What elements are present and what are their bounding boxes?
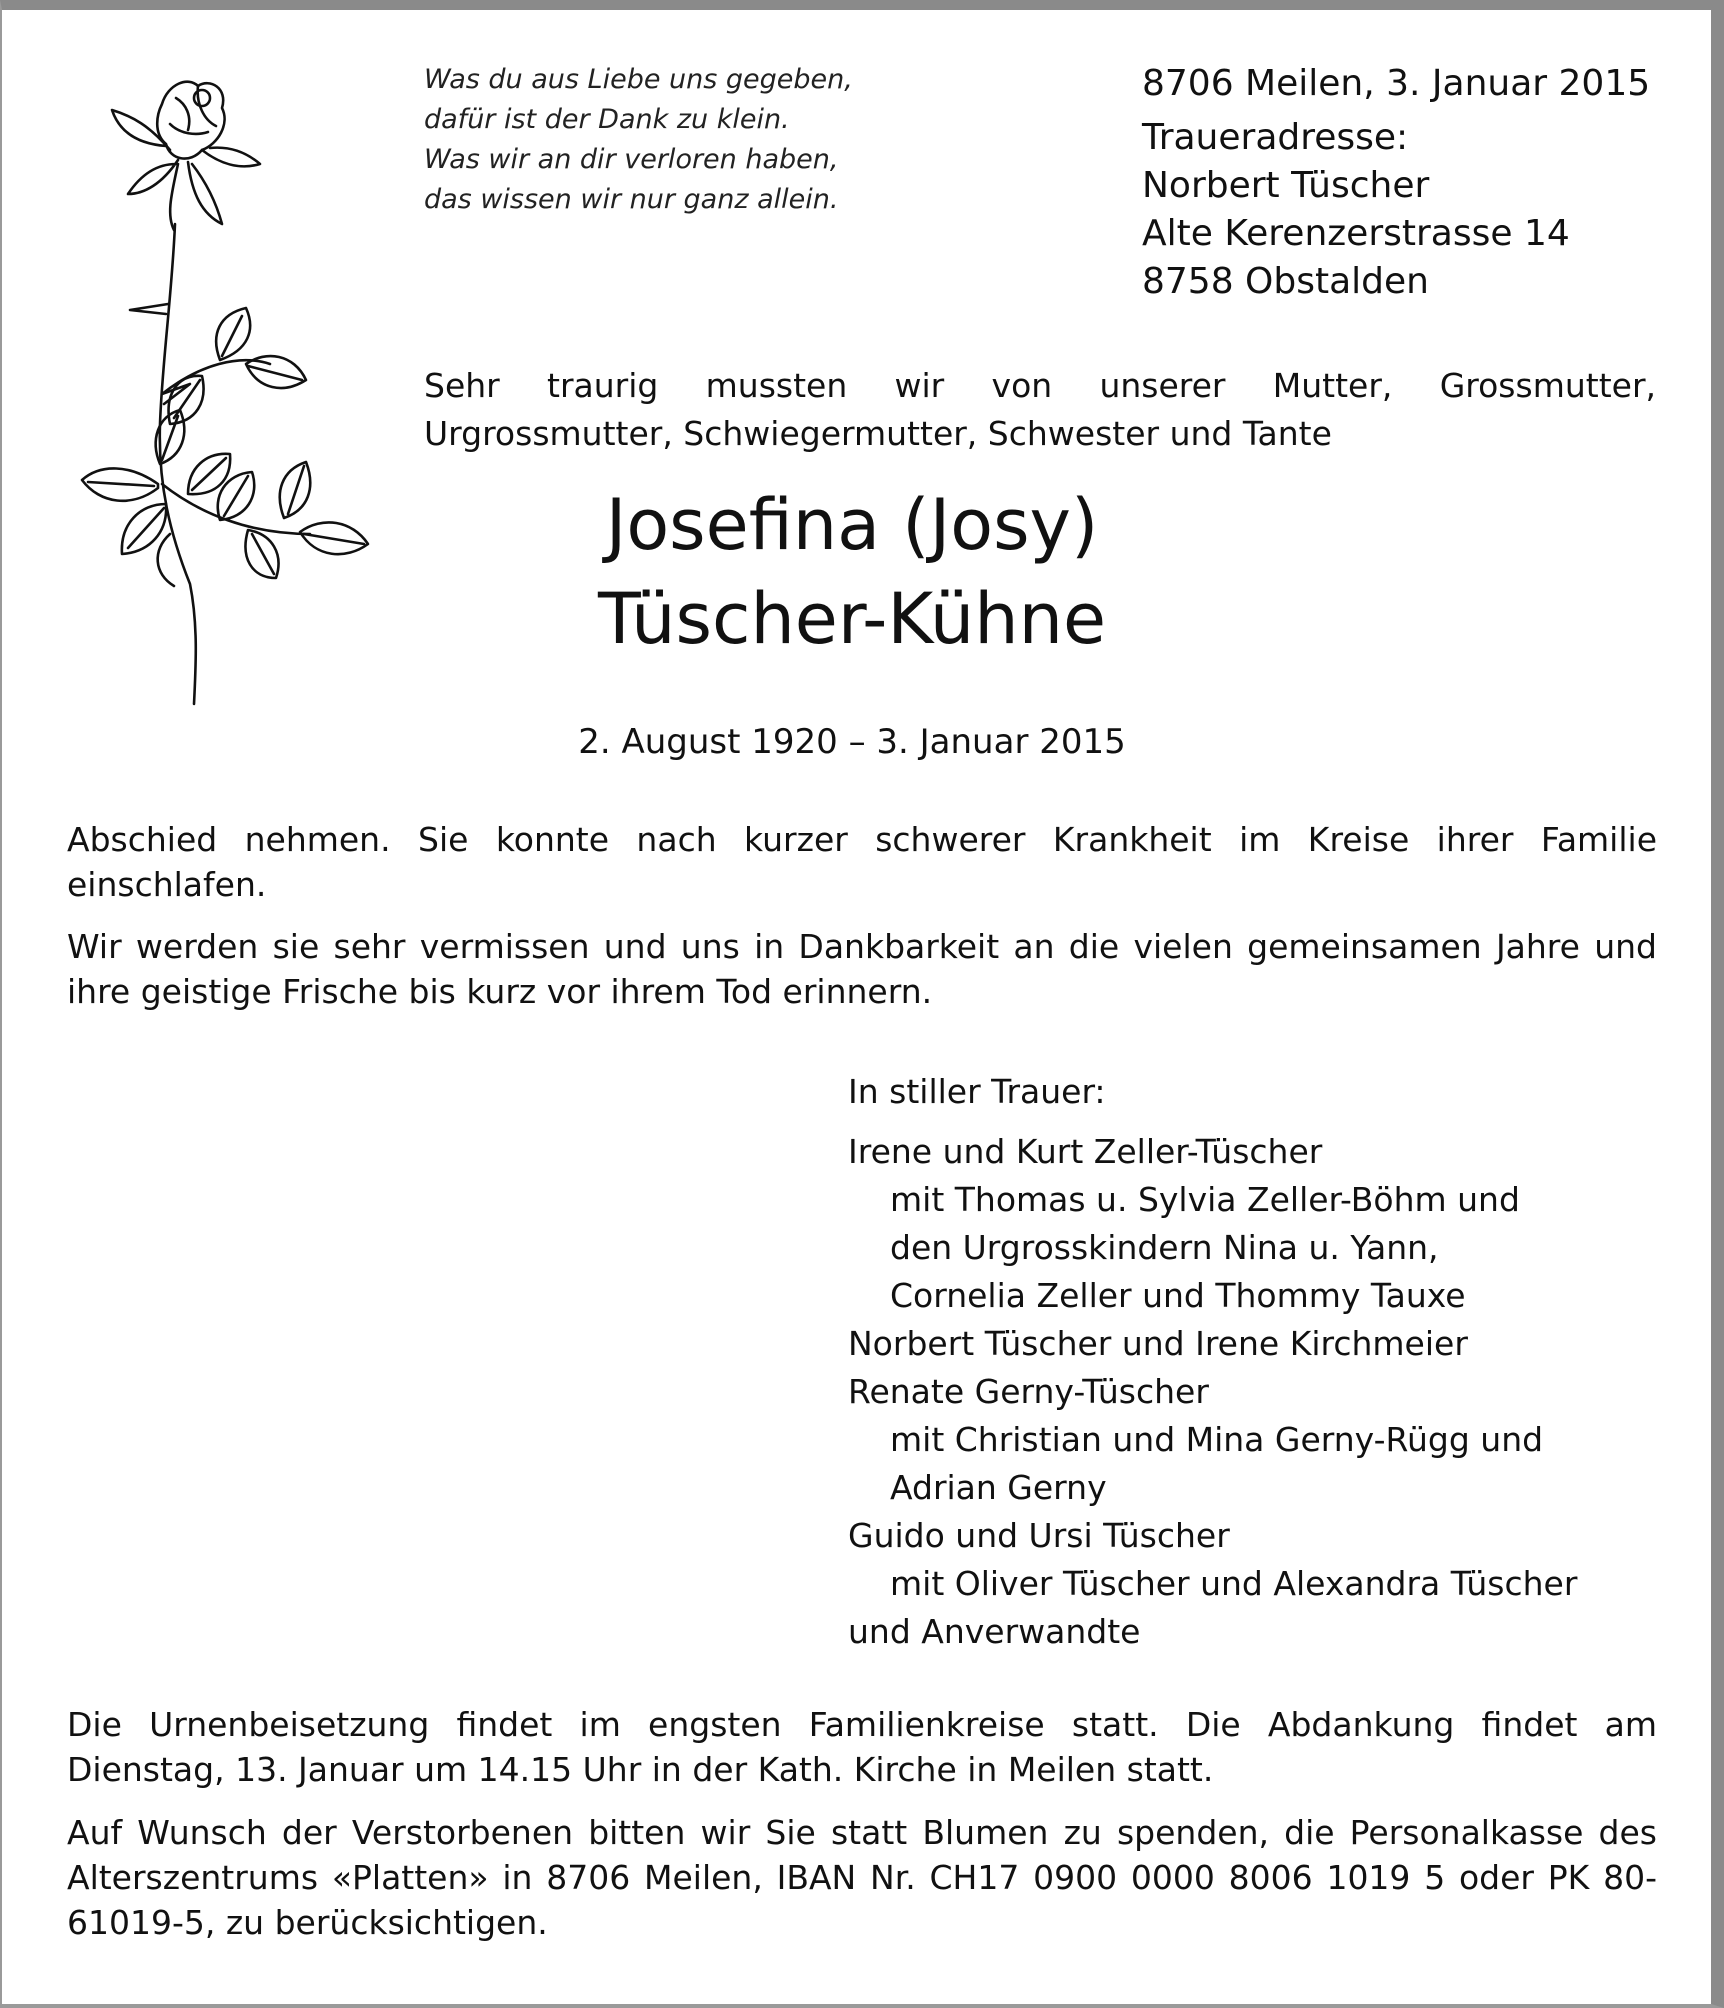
life-dates: 2. August 1920 – 3. Januar 2015 <box>578 722 1126 762</box>
poem-line: Was du aus Liebe uns gegeben, <box>424 64 853 95</box>
funeral-paragraph: Die Urnenbeisetzung findet im engsten Familienkreise statt. Die Abdankung findet am Dienstag, 13. Januar um 14.15 Uhr in der Kath. Kirche in Meilen statt. <box>67 1705 1657 1789</box>
mourner-line: Adrian Gerny <box>890 1468 1107 1507</box>
address-block <box>1142 60 1662 306</box>
mourners-list <box>848 1068 1668 1656</box>
mourner-line: mit Thomas u. Sylvia Zeller-Böhm und <box>890 1180 1520 1219</box>
mourner-line: Norbert Tüscher und Irene Kirchmeier <box>848 1324 1468 1363</box>
poem-line: das wissen wir nur ganz allein. <box>424 184 839 215</box>
mourner-line: den Urgrosskindern Nina u. Yann, <box>890 1228 1439 1267</box>
poem <box>424 60 904 220</box>
memory-paragraph: Wir werden sie sehr vermissen und uns in Dankbarkeit an die vielen gemeinsamen Jahre und ihre geistige Frische bis kurz vor ihrem Tod erinnern. <box>67 927 1657 1011</box>
place-date: 8706 Meilen, 3. Januar 2015 <box>1142 63 1651 104</box>
poem-line: dafür ist der Dank zu klein. <box>424 104 790 135</box>
deceased-first-name: Josefina (Josy) <box>605 484 1099 566</box>
farewell-paragraph: Abschied nehmen. Sie konnte nach kurzer schwerer Krankheit im Kreise ihrer Familie einschlafen. <box>67 820 1657 904</box>
mourner-line: Cornelia Zeller und Thommy Tauxe <box>890 1276 1466 1315</box>
mourner-line: mit Oliver Tüscher und Alexandra Tüscher <box>890 1564 1578 1603</box>
address-city: 8758 Obstalden <box>1142 261 1429 302</box>
rose-icon <box>70 64 390 714</box>
deceased-name <box>424 478 1280 666</box>
mourner-line: Guido und Ursi Tüscher <box>848 1516 1230 1555</box>
mourner-line: Irene und Kurt Zeller-Tüscher <box>848 1132 1323 1171</box>
deceased-last-name: Tüscher-Kühne <box>597 578 1107 660</box>
mourners-heading: In stiller Trauer: <box>848 1072 1106 1111</box>
poem-line: Was wir an dir verloren haben, <box>424 144 839 175</box>
address-name: Norbert Tüscher <box>1142 165 1430 206</box>
donation-paragraph: Auf Wunsch der Verstorbenen bitten wir Sie statt Blumen zu spenden, die Personalkasse des Alterszentrums «Platten» in 8706 Meilen, IBAN Nr. CH17 0900 0000 8006 1019 5 oder PK 80-61019-5, zu berücksichtigen. <box>67 1813 1657 1942</box>
mourner-line: mit Christian und Mina Gerny-Rügg und <box>890 1420 1544 1459</box>
mourner-line: Renate Gerny-Tüscher <box>848 1372 1209 1411</box>
mourner-line: und Anverwandte <box>848 1612 1141 1651</box>
address-label: Traueradresse: <box>1142 117 1409 158</box>
address-street: Alte Kerenzerstrasse 14 <box>1142 213 1570 254</box>
intro-text: Sehr traurig mussten wir von unserer Mutter, Grossmutter, Urgrossmutter, Schwiegermutter, Schwester und Tante <box>424 366 1656 453</box>
